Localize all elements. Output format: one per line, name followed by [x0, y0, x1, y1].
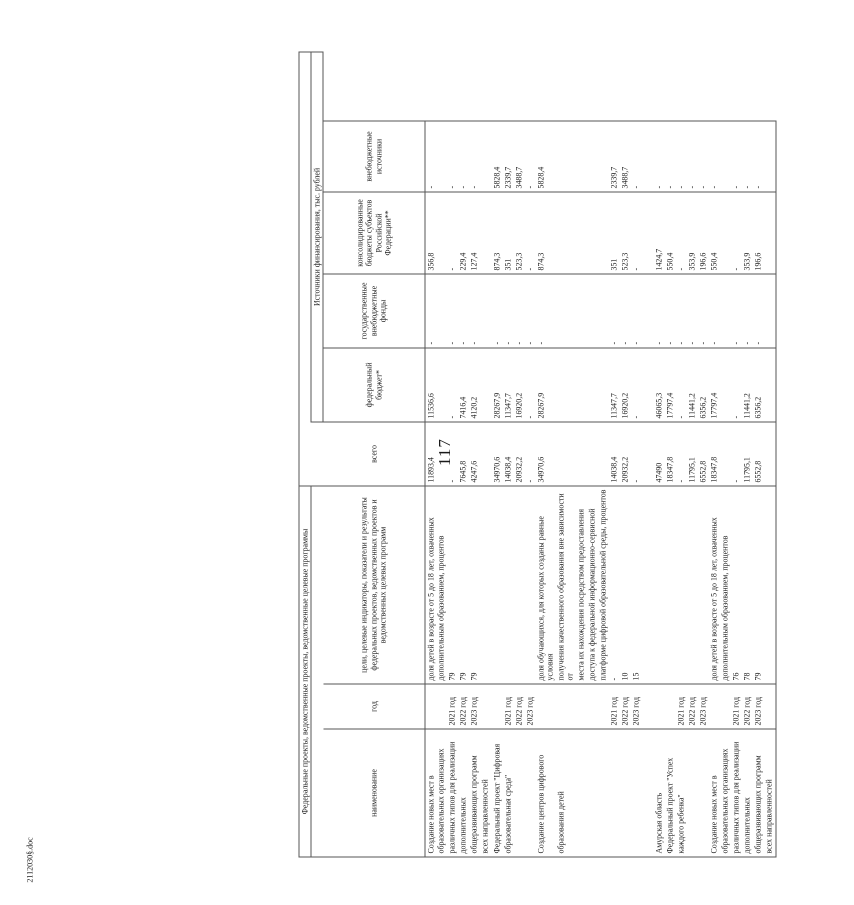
row-state-funds-cell: - [458, 274, 469, 348]
row-name-cell: Создание новых мест в [425, 729, 436, 857]
row-federal-cell: 17797,4 [709, 348, 720, 422]
row-indicator-cell [698, 486, 709, 684]
row-federal-cell: 16920,2 [514, 348, 525, 422]
row-federal-cell [720, 348, 731, 422]
row-consolidated-cell [642, 192, 653, 274]
row-indicator-cell [480, 486, 491, 684]
table-row [720, 52, 731, 857]
row-consolidated-cell: 550,4 [709, 192, 720, 274]
row-year-cell [665, 684, 676, 729]
row-consolidated-cell [598, 192, 609, 274]
table-row [687, 52, 698, 857]
table-row [609, 52, 620, 857]
row-indicator-cell [764, 486, 775, 684]
row-extrabudget-cell: 5828,4 [492, 121, 503, 192]
row-consolidated-cell: 351 [609, 192, 620, 274]
row-name-cell: образовательных организациях [720, 729, 731, 857]
row-total-cell: 20932,2 [620, 422, 631, 486]
row-extrabudget-cell [598, 121, 609, 192]
funding-sources-header: Источники финансирования, тыс. рублей [311, 52, 323, 422]
col-state-funds-header: государственные внебюджетные фонды [323, 274, 425, 348]
row-extrabudget-cell: - [709, 121, 720, 192]
row-consolidated-cell: - [631, 192, 642, 274]
table-row [742, 52, 753, 857]
row-total-cell: 20932,2 [514, 422, 525, 486]
row-name-cell: общеразвивающих программ [469, 729, 480, 857]
row-federal-cell: 6356,2 [753, 348, 764, 422]
row-state-funds-cell: - [620, 274, 631, 348]
row-consolidated-cell: - [447, 192, 458, 274]
row-federal-cell: 11441,2 [687, 348, 698, 422]
table-row [469, 52, 480, 857]
table-row [654, 52, 665, 857]
table-row [480, 52, 491, 857]
row-indicator-cell: 78 [742, 486, 753, 684]
row-name-cell [620, 729, 631, 857]
row-state-funds-cell [576, 274, 587, 348]
row-total-cell: 18347,8 [709, 422, 720, 486]
row-total-cell [480, 422, 491, 486]
table-row [709, 52, 720, 857]
row-federal-cell: 28267,9 [492, 348, 503, 422]
row-federal-cell: 16920,2 [620, 348, 631, 422]
row-year-cell: 2021 год [447, 684, 458, 729]
row-federal-cell: 11347,7 [609, 348, 620, 422]
row-federal-cell [598, 348, 609, 422]
row-extrabudget-cell: - [665, 121, 676, 192]
row-year-cell [709, 684, 720, 729]
row-extrabudget-cell [576, 121, 587, 192]
row-name-cell: образовательных организациях [436, 729, 447, 857]
row-year-cell [556, 684, 576, 729]
row-total-cell [556, 422, 576, 486]
row-indicator-cell [665, 486, 676, 684]
row-state-funds-cell: - [698, 274, 709, 348]
row-state-funds-cell: - [742, 274, 753, 348]
row-federal-cell [576, 348, 587, 422]
row-federal-cell: 4120,2 [469, 348, 480, 422]
row-extrabudget-cell [720, 121, 731, 192]
row-year-cell [536, 684, 556, 729]
row-year-cell [642, 684, 653, 729]
row-extrabudget-cell: 5828,4 [536, 121, 556, 192]
row-consolidated-cell [480, 192, 491, 274]
row-extrabudget-cell [436, 121, 447, 192]
row-state-funds-cell: - [447, 274, 458, 348]
row-total-cell: - [525, 422, 536, 486]
row-extrabudget-cell: 3488,7 [514, 121, 525, 192]
row-state-funds-cell: - [631, 274, 642, 348]
col-total-header: всего [323, 422, 425, 486]
col-extrabudget-header: внебюджетные источники [323, 121, 425, 192]
row-federal-cell [764, 348, 775, 422]
row-year-cell: 2021 год [731, 684, 742, 729]
table-body [425, 52, 776, 857]
row-indicator-cell: дополнительным образованием, процентов [436, 486, 447, 684]
row-consolidated-cell: 550,4 [665, 192, 676, 274]
row-name-cell: Создание центров цифрового [536, 729, 556, 857]
row-extrabudget-cell: 2339,7 [609, 121, 620, 192]
row-extrabudget-cell: - [687, 121, 698, 192]
row-extrabudget-cell: - [731, 121, 742, 192]
row-indicator-cell [687, 486, 698, 684]
row-state-funds-cell: - [709, 274, 720, 348]
row-indicator-cell: 15 [631, 486, 642, 684]
row-consolidated-cell: 523,3 [514, 192, 525, 274]
row-total-cell: 14038,4 [609, 422, 620, 486]
row-name-cell: образовательная среда" [503, 729, 514, 857]
row-year-cell [576, 684, 587, 729]
table-row [753, 52, 764, 857]
row-name-cell: Создание новых мест в [709, 729, 720, 857]
table-row [631, 52, 642, 857]
row-indicator-cell: дополнительным образованием, процентов [720, 486, 731, 684]
row-consolidated-cell: - [731, 192, 742, 274]
row-federal-cell: 6356,2 [698, 348, 709, 422]
row-extrabudget-cell: - [676, 121, 687, 192]
row-state-funds-cell: - [503, 274, 514, 348]
row-indicator-cell: 10 [620, 486, 631, 684]
row-name-cell: общеразвивающих программ [753, 729, 764, 857]
row-indicator-cell [492, 486, 503, 684]
row-name-cell [598, 729, 609, 857]
row-year-cell: 2023 год [469, 684, 480, 729]
row-consolidated-cell [587, 192, 598, 274]
row-name-cell [631, 729, 642, 857]
row-year-cell [492, 684, 503, 729]
row-federal-cell: 7416,4 [458, 348, 469, 422]
col-indicator-header: цели, целевые индикаторы, показатели и результаты федеральных проектов, ведомственных проектов и ведомственных целевых программ [323, 486, 425, 684]
table-row [458, 52, 469, 857]
row-federal-cell [587, 348, 598, 422]
row-state-funds-cell [556, 274, 576, 348]
row-consolidated-cell [436, 192, 447, 274]
row-state-funds-cell: - [425, 274, 436, 348]
table-row [731, 52, 742, 857]
row-name-cell: Федеральный проект "Успех [665, 729, 676, 857]
row-federal-cell [556, 348, 576, 422]
row-year-cell: 2022 год [687, 684, 698, 729]
row-year-cell: 2021 год [676, 684, 687, 729]
row-indicator-cell [525, 486, 536, 684]
row-year-cell: 2022 год [458, 684, 469, 729]
row-state-funds-cell [480, 274, 491, 348]
table-row [698, 52, 709, 857]
footer-file-code: 2112030§.doc [25, 837, 35, 883]
row-state-funds-cell [642, 274, 653, 348]
row-total-cell: 14038,4 [503, 422, 514, 486]
row-indicator-cell: доля детей в возрасте от 5 до 18 лет, охваченных [425, 486, 436, 684]
row-indicator-cell: 79 [447, 486, 458, 684]
table-row [576, 52, 587, 857]
table-row [676, 52, 687, 857]
row-state-funds-cell: - [665, 274, 676, 348]
row-indicator-cell [503, 486, 514, 684]
col-name-header: наименование [323, 729, 425, 857]
row-extrabudget-cell [556, 121, 576, 192]
row-consolidated-cell: 127,4 [469, 192, 480, 274]
row-extrabudget-cell: - [753, 121, 764, 192]
table-row [447, 52, 458, 857]
row-total-cell: 6552,8 [753, 422, 764, 486]
row-year-cell [425, 684, 436, 729]
row-consolidated-cell: 523,3 [620, 192, 631, 274]
row-extrabudget-cell: - [447, 121, 458, 192]
row-extrabudget-cell: - [698, 121, 709, 192]
row-year-cell [480, 684, 491, 729]
row-year-cell: 2022 год [742, 684, 753, 729]
row-federal-cell: 11441,2 [742, 348, 753, 422]
col-year-header: год [323, 684, 425, 729]
row-total-cell [764, 422, 775, 486]
row-name-cell [609, 729, 620, 857]
row-year-cell [436, 684, 447, 729]
row-federal-cell [642, 348, 653, 422]
row-year-cell [654, 684, 665, 729]
row-extrabudget-cell: 3488,7 [620, 121, 631, 192]
row-total-cell: 11893,4 [425, 422, 436, 486]
row-extrabudget-cell: - [458, 121, 469, 192]
row-consolidated-cell [720, 192, 731, 274]
row-state-funds-cell [598, 274, 609, 348]
row-total-cell: - [731, 422, 742, 486]
row-name-cell: всех направленностей [764, 729, 775, 857]
row-state-funds-cell: - [536, 274, 556, 348]
row-indicator-cell: 76 [731, 486, 742, 684]
row-consolidated-cell: 874,3 [492, 192, 503, 274]
row-consolidated-cell: 1424,7 [654, 192, 665, 274]
row-federal-cell: 28267,9 [536, 348, 556, 422]
row-indicator-cell: получения качественного образования вне зависимости от [556, 486, 576, 684]
row-year-cell [720, 684, 731, 729]
table-row [598, 52, 609, 857]
row-consolidated-cell: 874,3 [536, 192, 556, 274]
row-extrabudget-cell: 2339,7 [503, 121, 514, 192]
row-federal-cell: 11347,7 [503, 348, 514, 422]
row-extrabudget-cell [480, 121, 491, 192]
row-indicator-cell: - [609, 486, 620, 684]
row-name-cell [587, 729, 598, 857]
table-row [764, 52, 775, 857]
row-total-cell: 34970,6 [492, 422, 503, 486]
row-state-funds-cell: - [676, 274, 687, 348]
row-state-funds-cell [587, 274, 598, 348]
row-state-funds-cell: - [492, 274, 503, 348]
table-row [556, 52, 576, 857]
row-indicator-cell [676, 486, 687, 684]
row-extrabudget-cell [642, 121, 653, 192]
row-name-cell: образования детей [556, 729, 576, 857]
col-federal-header: федеральный бюджет* [323, 348, 425, 422]
row-federal-cell: - [631, 348, 642, 422]
row-extrabudget-cell: - [742, 121, 753, 192]
row-state-funds-cell: - [687, 274, 698, 348]
table-row [642, 52, 653, 857]
table-row [436, 52, 447, 857]
table-row [587, 52, 598, 857]
row-state-funds-cell: - [731, 274, 742, 348]
row-federal-cell: - [525, 348, 536, 422]
row-name-cell: различных типов для реализации [447, 729, 458, 857]
row-name-cell [698, 729, 709, 857]
row-extrabudget-cell: - [631, 121, 642, 192]
row-federal-cell: - [731, 348, 742, 422]
row-federal-cell: 17797,4 [665, 348, 676, 422]
row-state-funds-cell: - [514, 274, 525, 348]
row-indicator-cell: доля детей в возрасте от 5 до 18 лет, охваченных [709, 486, 720, 684]
row-indicator-cell: доля обучающихся, для которых созданы равные условия [536, 486, 556, 684]
row-name-cell: всех направленностей [480, 729, 491, 857]
table-banner: Федеральные проекты, ведомственные проекты, ведомственные целевые программы [299, 486, 311, 857]
table-row [492, 52, 503, 857]
row-indicator-cell: доступа к федеральной информационно-сервисной [587, 486, 598, 684]
row-consolidated-cell: - [525, 192, 536, 274]
row-year-cell: 2022 год [514, 684, 525, 729]
row-extrabudget-cell [587, 121, 598, 192]
row-extrabudget-cell: - [654, 121, 665, 192]
page-number: 117 [435, 438, 454, 466]
row-name-cell [514, 729, 525, 857]
row-year-cell [598, 684, 609, 729]
row-year-cell: 2022 год [620, 684, 631, 729]
row-name-cell: дополнительных [742, 729, 753, 857]
row-indicator-cell [642, 486, 653, 684]
table-row [665, 52, 676, 857]
row-indicator-cell: 79 [753, 486, 764, 684]
row-consolidated-cell [556, 192, 576, 274]
row-indicator-cell: 79 [458, 486, 469, 684]
row-state-funds-cell [764, 274, 775, 348]
row-name-cell: различных типов для реализации [731, 729, 742, 857]
row-extrabudget-cell: - [525, 121, 536, 192]
row-total-cell: - [631, 422, 642, 486]
row-indicator-cell: 79 [469, 486, 480, 684]
table-row [514, 52, 525, 857]
row-name-cell [525, 729, 536, 857]
table-row [536, 52, 556, 857]
row-year-cell [764, 684, 775, 729]
row-name-cell: дополнительных [458, 729, 469, 857]
row-state-funds-cell: - [469, 274, 480, 348]
row-state-funds-cell: - [609, 274, 620, 348]
row-consolidated-cell: 196,6 [698, 192, 709, 274]
table-row [425, 52, 436, 857]
row-consolidated-cell [576, 192, 587, 274]
row-total-cell: 47490 [654, 422, 665, 486]
row-name-cell: Федеральный проект "Цифровая [492, 729, 503, 857]
row-total-cell: - [447, 422, 458, 486]
financing-table [299, 51, 777, 857]
row-total-cell [436, 422, 447, 486]
row-name-cell [642, 729, 653, 857]
financing-table-sheet [299, 53, 854, 858]
row-year-cell [587, 684, 598, 729]
row-year-cell: 2023 год [525, 684, 536, 729]
row-indicator-cell: места их нахождения посредством предоставления [576, 486, 587, 684]
row-federal-cell [436, 348, 447, 422]
row-year-cell: 2021 год [503, 684, 514, 729]
row-total-cell: 4247,6 [469, 422, 480, 486]
col-consolidated-header: консолидированные бюджеты субъектов Российской Федерации** [323, 192, 425, 274]
row-state-funds-cell: - [753, 274, 764, 348]
row-state-funds-cell [720, 274, 731, 348]
row-consolidated-cell: 356,8 [425, 192, 436, 274]
row-total-cell [642, 422, 653, 486]
row-name-cell: каждого ребенка" [676, 729, 687, 857]
row-total-cell: - [676, 422, 687, 486]
row-state-funds-cell [436, 274, 447, 348]
row-state-funds-cell: - [525, 274, 536, 348]
row-federal-cell: 11536,6 [425, 348, 436, 422]
row-extrabudget-cell: - [425, 121, 436, 192]
row-federal-cell: 46065,3 [654, 348, 665, 422]
row-indicator-cell [654, 486, 665, 684]
row-consolidated-cell: 196,6 [753, 192, 764, 274]
row-year-cell: 2023 год [753, 684, 764, 729]
row-name-cell: Амурская область [654, 729, 665, 857]
row-total-cell [576, 422, 587, 486]
table-row [525, 52, 536, 857]
row-total-cell: 11795,1 [742, 422, 753, 486]
row-total-cell [587, 422, 598, 486]
row-total-cell: 34970,6 [536, 422, 556, 486]
row-year-cell: 2021 год [609, 684, 620, 729]
row-consolidated-cell: 353,9 [687, 192, 698, 274]
row-consolidated-cell [764, 192, 775, 274]
row-state-funds-cell: - [654, 274, 665, 348]
row-extrabudget-cell: - [469, 121, 480, 192]
row-consolidated-cell: 353,9 [742, 192, 753, 274]
row-consolidated-cell: 229,4 [458, 192, 469, 274]
row-total-cell: 18347,8 [665, 422, 676, 486]
row-total-cell: 6552,8 [698, 422, 709, 486]
row-federal-cell: - [447, 348, 458, 422]
row-extrabudget-cell [764, 121, 775, 192]
row-total-cell [598, 422, 609, 486]
table-row [503, 52, 514, 857]
row-consolidated-cell: - [676, 192, 687, 274]
row-federal-cell: - [676, 348, 687, 422]
row-year-cell: 2023 год [631, 684, 642, 729]
row-indicator-cell: платформе цифровой образовательной среды, процентов [598, 486, 609, 684]
row-name-cell [687, 729, 698, 857]
row-year-cell: 2023 год [698, 684, 709, 729]
table-row [620, 52, 631, 857]
row-consolidated-cell: 351 [503, 192, 514, 274]
row-federal-cell [480, 348, 491, 422]
row-total-cell [720, 422, 731, 486]
row-total-cell: 7645,8 [458, 422, 469, 486]
row-name-cell [576, 729, 587, 857]
row-total-cell: 11795,1 [687, 422, 698, 486]
row-indicator-cell [514, 486, 525, 684]
